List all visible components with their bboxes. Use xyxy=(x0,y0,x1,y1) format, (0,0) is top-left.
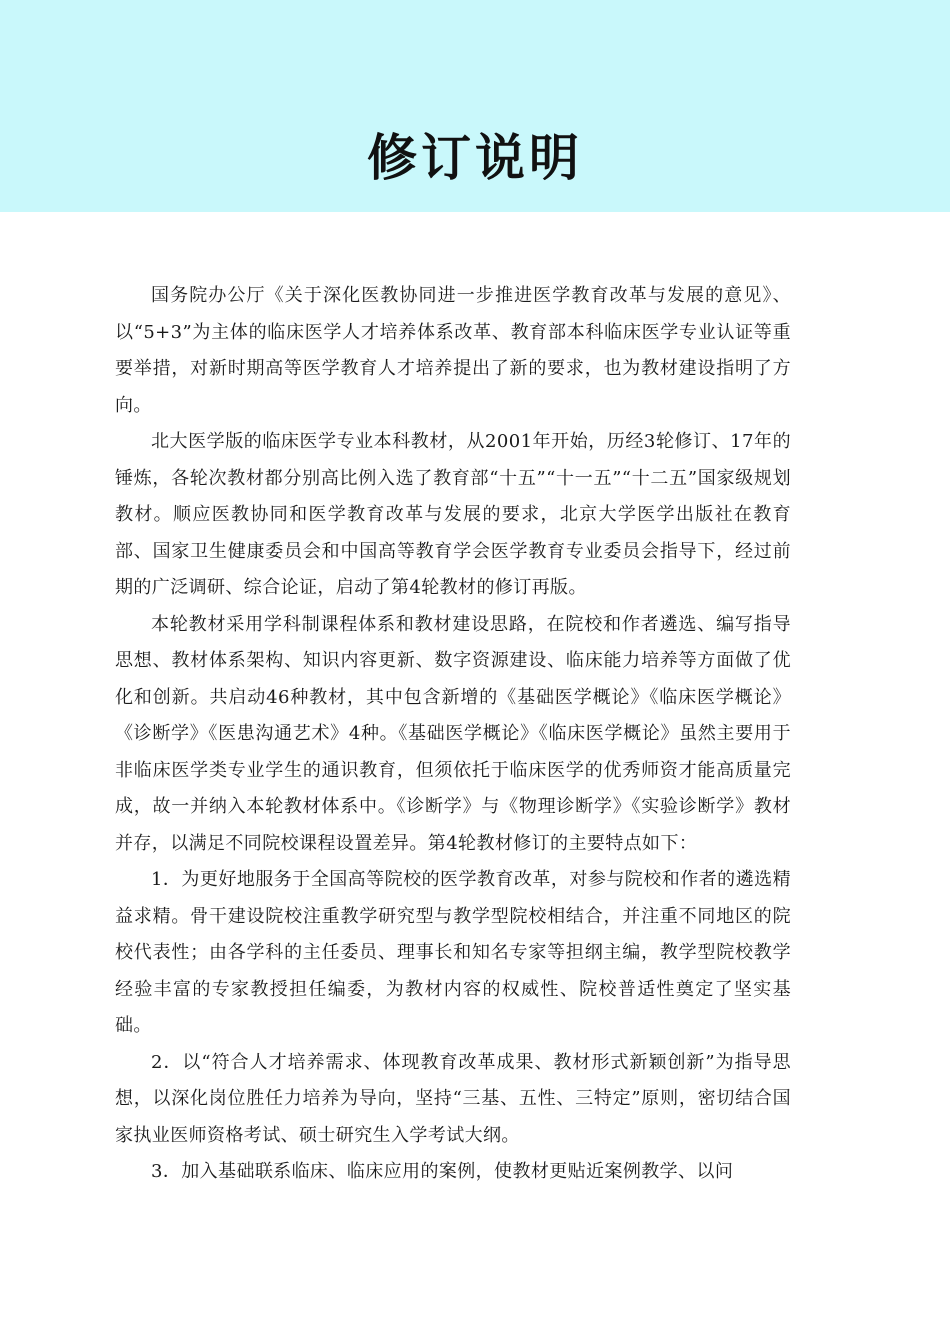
paragraph-6: 3．加入基础联系临床、临床应用的案例，使教材更贴近案例教学、以问 xyxy=(151,1161,734,1182)
paragraph-4: 1．为更好地服务于全国高等院校的医学教育改革，对参与院校和作者的遴选精益求精。骨干建设院校注重教学研究型与教学型院校相结合，并注重不同地区的院校代表性；由各学科的主任委员、理事长和知名专家等担纲主编，教学型院校教学经验丰富的专家教授担任编委，为教材内容的权威性、院校普适性奠定了坚实基础。 xyxy=(115,869,791,1036)
paragraph-5: 2．以“符合人才培养需求、体现教育改革成果、教材形式新颖创新”为指导思想，以深化岗位胜任力培养为导向，坚持“三基、五性、三特定”原则，密切结合国家执业医师资格考试、硕士研究生入学考试大纲。 xyxy=(115,1051,791,1146)
paragraph-3: 本轮教材采用学科制课程体系和教材建设思路，在院校和作者遴选、编写指导思想、教材体系架构、知识内容更新、数字资源建设、临床能力培养等方面做了优化和创新。共启动46种教材，其中包含新增的《基础医学概论》《临床医学概论》《诊断学》《医患沟通艺术》4种。《基础医学概论》《临床医学概论》虽然主要用于非临床医学类专业学生的通识教育，但须依托于临床医学的优秀师资才能高质量完成，故一并纳入本轮教材体系中。《诊断学》与《物理诊断学》《实验诊断学》教材并存，以满足不同院校课程设置差异。第4轮教材修订的主要特点如下： xyxy=(115,613,791,854)
paragraph-1: 国务院办公厅《关于深化医教协同进一步推进医学教育改革与发展的意见》、以“5+3”为主体的临床医学人才培养体系改革、教育部本科临床医学专业认证等重要举措，对新时期高等医学教育人才培养提出了新的要求，也为教材建设指明了方向。 xyxy=(115,285,791,416)
paragraph-2: 北大医学版的临床医学专业本科教材，从2001年开始，历经3轮修订、17年的锤炼，各轮次教材都分别高比例入选了教育部“十五”“十一五”“十二五”国家级规划教材。顺应医教协同和医学教育改革与发展的要求，北京大学医学出版社在教育部、国家卫生健康委员会和中国高等教育学会医学教育专业委员会指导下，经过前期的广泛调研、综合论证，启动了第4轮教材的修订再版。 xyxy=(115,431,791,598)
page-title: 修订说明 xyxy=(367,128,583,187)
body-text xyxy=(115,278,791,1191)
